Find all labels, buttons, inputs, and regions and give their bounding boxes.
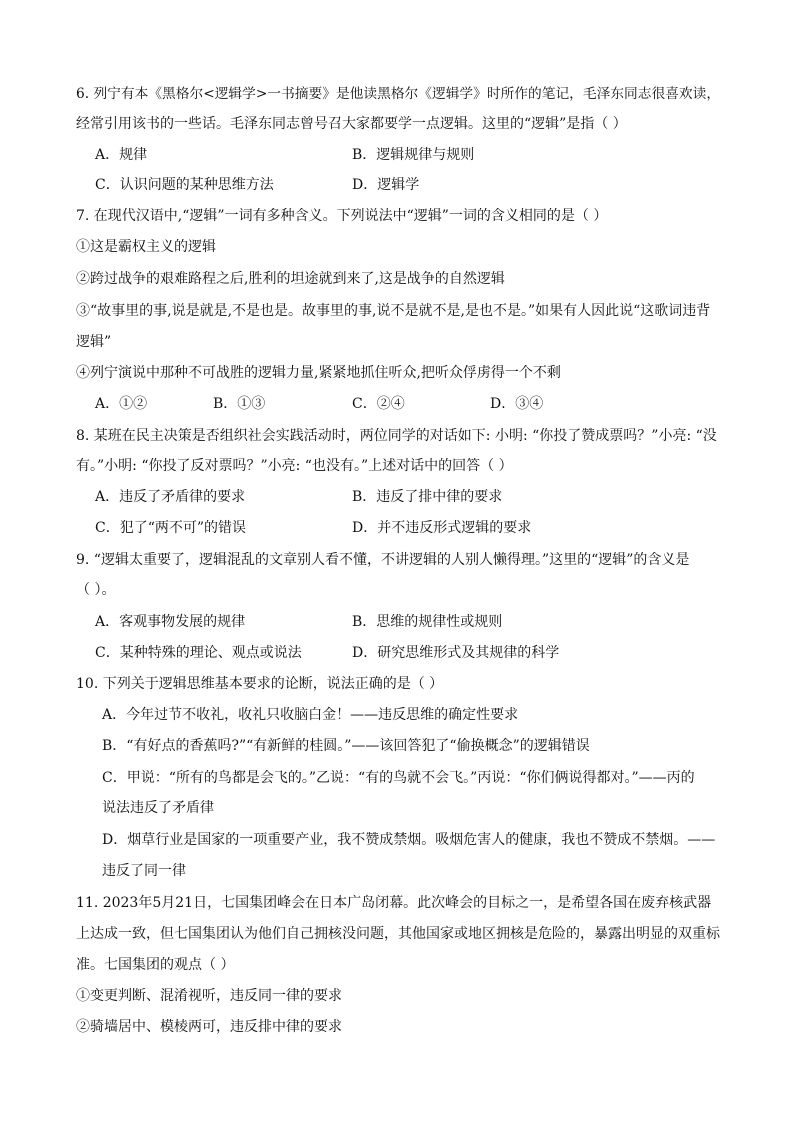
q10-stem: 10. 下列关于逻辑思维基本要求的论断，说法正确的是（ ）: [76, 676, 444, 692]
q11-item-2: ②骑墙居中、模棱两可，违反排中律的要求: [76, 1019, 342, 1035]
q7-option-c: C．②④: [352, 396, 405, 412]
q9-stem-line-1: 9. “逻辑太重要了，逻辑混乱的文章别人看不懂，不讲逻辑的人别人懒得理。”这里的“逻辑”的含义是: [76, 552, 690, 568]
q7-item-3: ③“故事里的事,说是就是,不是也是。故事里的事,说不是就不是,是也不是。”如果有人因此说“这歌词违背: [76, 303, 711, 319]
q6-stem-line-1: 6. 列宁有本《黑格尔<逻辑学>一书摘要》是他读黑格尔《逻辑学》时所作的笔记，毛泽东同志很喜欢读，: [76, 86, 721, 102]
q6-option-b: B．逻辑规律与规则: [352, 147, 475, 163]
q10-option-a: A．今年过节不收礼，收礼只收脑白金！——违反思维的确定性要求: [102, 707, 519, 723]
q10-option-d: D．烟草行业是国家的一项重要产业，我不赞成禁烟。吸烟危害人的健康，我也不赞成不禁烟。——: [102, 832, 716, 848]
q11-stem-line-1: 11. 2023年5月21日，七国集团峰会在日本广岛闭幕。此次峰会的目标之一，是希望各国在废弃核武器: [76, 895, 712, 911]
q9-stem-line-2: （ ）。: [76, 582, 116, 598]
q6-option-c: C．认识问题的某种思维方法: [95, 177, 274, 193]
q8-option-c: C．犯了“两不可”的错误: [95, 520, 247, 536]
q9-option-c: C．某种特殊的理论、观点或说法: [95, 645, 302, 661]
q8-stem-line-1: 8. 某班在民主决策是否组织社会实践活动时，两位同学的对话如下: 小明: “你投了赞成票吗？”小亮: “没: [76, 428, 717, 444]
q8-stem-line-2: 有。”小明: “你投了反对票吗？”小亮: “也没有。”上述对话中的回答（ ）: [76, 458, 513, 474]
q9-option-b: B．思维的规律性或规则: [352, 614, 503, 630]
q10-option-b: B．“有好点的香蕉吗?”“有新鲜的桂圆。”——该回答犯了“偷换概念”的逻辑错误: [102, 738, 590, 754]
q7-stem: 7. 在现代汉语中,“逻辑”一词有多种含义。下列说法中“逻辑”一词的含义相同的是（ ）: [76, 208, 608, 224]
q7-item-2: ②跨过战争的艰难路程之后,胜利的坦途就到来了,这是战争的自然逻辑: [76, 271, 505, 287]
q10-option-c-cont: 说法违反了矛盾律: [102, 800, 214, 816]
q6-option-a: A．规律: [95, 147, 148, 163]
q8-option-b: B．违反了排中律的要求: [352, 489, 503, 505]
q11-stem-line-2: 上达成一致，但七国集团认为他们自己拥核没问题，其他国家或地区拥核是危险的，暴露出明显的双重标: [76, 926, 720, 942]
q9-option-d: D．研究思维形式及其规律的科学: [352, 645, 560, 661]
q7-option-a: A．①②: [95, 396, 148, 412]
q10-option-d-cont: 违反了同一律: [102, 863, 186, 879]
q9-option-a: A．客观事物发展的规律: [95, 614, 246, 630]
q7-item-4: ④列宁演说中那种不可战胜的逻辑力量,紧紧地抓住听众,把听众俘虏得一个不剩: [76, 365, 561, 381]
q7-option-b: B．①③: [213, 396, 266, 412]
q11-stem-line-3: 准。七国集团的观点（ ）: [76, 957, 235, 973]
q8-option-a: A．违反了矛盾律的要求: [95, 489, 246, 505]
q10-option-c: C．甲说：“所有的鸟都是会飞的。”乙说：“有的鸟就不会飞。”丙说：“你们俩说得都对。”——丙的: [102, 770, 695, 786]
q7-item-1: ①这是霸权主义的逻辑: [76, 239, 216, 255]
q7-item-3-cont: 逻辑”: [76, 334, 112, 350]
q6-option-d: D．逻辑学: [352, 177, 420, 193]
q11-item-1: ①变更判断、混淆视听，违反同一律的要求: [76, 988, 342, 1004]
q6-stem-line-2: 经常引用该书的一些话。毛泽东同志曾号召大家都要学一点逻辑。这里的“逻辑”是指（ ）: [76, 116, 627, 132]
q7-option-d: D．③④: [490, 396, 544, 412]
q8-option-d: D．并不违反形式逻辑的要求: [352, 520, 532, 536]
